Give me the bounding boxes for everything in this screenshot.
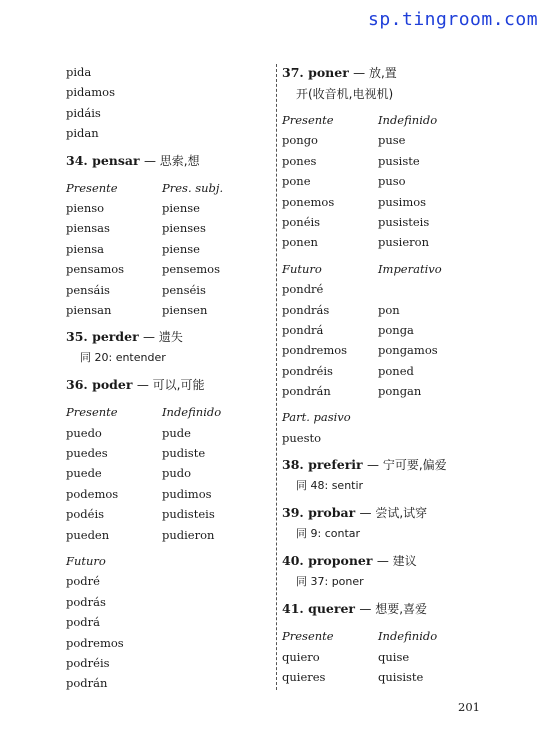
cell: quieres [282,670,326,685]
cell: puedo [66,425,102,440]
cell: piensas [66,221,110,236]
entry-meaning: — 遗失 [143,330,183,345]
column-header: Imperativo [378,261,442,276]
watermark: sp.tingroom.com [368,9,539,30]
cell: quisiste [378,670,424,685]
word: podré [66,574,100,589]
column-header: Indefinido [378,629,438,644]
column-header: Presente [282,113,334,127]
entry-heading-preferir [282,454,512,476]
table-row [282,381,512,401]
cell: pusieron [378,235,429,250]
entry-meaning-continued: 开(收音机,电视机) [296,87,394,101]
table-row [66,239,266,259]
table-header [66,402,266,422]
cell: ponéis [282,214,321,229]
cell: pongan [378,384,422,399]
cell: pudimos [162,486,212,501]
table-row [282,279,512,299]
word: pida [66,65,92,79]
entry-meaning: — 可以,可能 [136,378,205,393]
table-header [282,626,512,646]
table-row [66,259,266,279]
table-row [282,232,512,252]
entry-title: 40. proponer [282,553,373,569]
column-header: Indefinido [162,405,222,420]
table-header [282,110,512,130]
cell: puedes [66,446,108,461]
cell: pone [282,174,311,189]
column-divider [276,64,278,690]
cell: puede [66,466,102,481]
column-header: Indefinido [378,113,438,127]
entry-title: 41. querer [282,601,356,617]
cell: piensa [66,241,105,256]
table-row [282,192,512,212]
cell: ponga [378,322,414,337]
cell: penséis [162,282,206,297]
cross-reference: 同 37: poner [296,575,364,589]
cell: podemos [66,486,119,501]
word: puesto [282,430,322,445]
cross-reference: 同 20: entender [80,351,166,365]
cell: pondrán [282,384,331,399]
cell: quiero [282,649,320,664]
entry-meaning: — 放,置 [353,66,397,80]
column-header: Part. pasivo [282,410,351,425]
entry-meaning: — 宁可要,偏爱 [367,458,447,473]
entry-title: 39. probar [282,505,356,521]
cell: pensáis [66,282,110,297]
cell: pusiste [378,153,420,168]
cell: puse [378,133,406,148]
cell: piensen [162,302,208,317]
entry-heading-querer [282,598,512,620]
entry-title: 34. pensar [66,152,140,168]
cell: pudisteis [162,507,215,522]
cell: pusisteis [378,214,430,229]
cell: pondréis [282,363,333,378]
cell: pongo [282,133,318,148]
entry-title: 38. preferir [282,457,363,473]
column-header: Presente [66,180,118,195]
table-row [66,218,266,238]
table-row [282,212,512,232]
cell: piensan [66,302,112,317]
right-column [282,62,512,687]
cell: pensamos [66,262,125,277]
table-row [66,300,266,320]
cell: pienso [66,200,105,215]
cell: pienses [162,221,206,236]
cell: pudiste [162,446,206,461]
page-number: 201 [458,700,480,714]
cross-reference: 同 9: contar [296,527,361,541]
table-row [282,130,512,150]
entry-meaning: — 尝试,试穿 [359,506,428,521]
table-row [282,320,512,340]
cell: pudo [162,466,192,481]
table-header [66,178,266,198]
column-header: Futuro [282,261,322,276]
cell: pon [378,302,400,317]
entry-heading-perder [66,326,266,348]
column-header: Pres. subj. [162,180,224,195]
cell: quise [378,649,410,664]
entry-meaning: — 想要,喜爱 [359,602,428,617]
table-row [282,667,512,687]
table-row [66,443,266,463]
table-row [282,647,512,667]
cell: pueden [66,527,110,542]
word: pidamos [66,85,115,100]
cell: ponen [282,235,318,250]
table-header [282,259,512,279]
table-row [282,151,512,171]
word: pidan [66,126,99,141]
table-row [66,525,266,545]
entry-title: 37. poner [282,65,349,80]
cell: pondrá [282,322,324,337]
entry-meaning: — 建议 [376,554,417,569]
word: podréis [66,655,110,670]
entry-meaning: — 思索,想 [143,153,200,168]
cell: pusimos [378,194,427,209]
cell: puso [378,174,406,189]
table-row [66,463,266,483]
entry-title: 36. poder [66,377,133,393]
table-row [66,280,266,300]
cell: pondrás [282,302,330,317]
cell: pondremos [282,343,348,358]
left-column [66,62,266,694]
word: podremos [66,635,124,650]
cell: pongamos [378,343,438,358]
cell: ponemos [282,194,335,209]
word: pidáis [66,105,101,120]
cell: pudieron [162,527,215,542]
column-header: Presente [66,405,118,420]
word: podrá [66,615,101,630]
word: podrán [66,676,108,691]
entry-heading-probar [282,502,512,524]
cell: pensemos [162,262,221,277]
cell: pude [162,425,191,440]
table-row [66,504,266,524]
cell: piense [162,241,200,256]
table-row [66,198,266,218]
table-row [282,361,512,381]
word: podrás [66,594,106,609]
entry-heading-poner [282,62,512,84]
entry-heading-pensar [66,150,266,172]
cell: piense [162,200,200,215]
cell: podéis [66,507,105,522]
table-row [282,300,512,320]
column-header: Futuro [66,554,106,569]
table-row [282,340,512,360]
cell: poned [378,363,414,378]
table-row [66,423,266,443]
entry-heading-proponer [282,550,512,572]
entry-heading-poder [66,374,266,396]
table-row [66,484,266,504]
cell: pones [282,153,317,168]
cross-reference: 同 48: sentir [296,479,364,493]
cell: pondré [282,282,324,297]
table-row [282,171,512,191]
entry-title: 35. perder [66,329,139,345]
column-header: Presente [282,629,334,644]
